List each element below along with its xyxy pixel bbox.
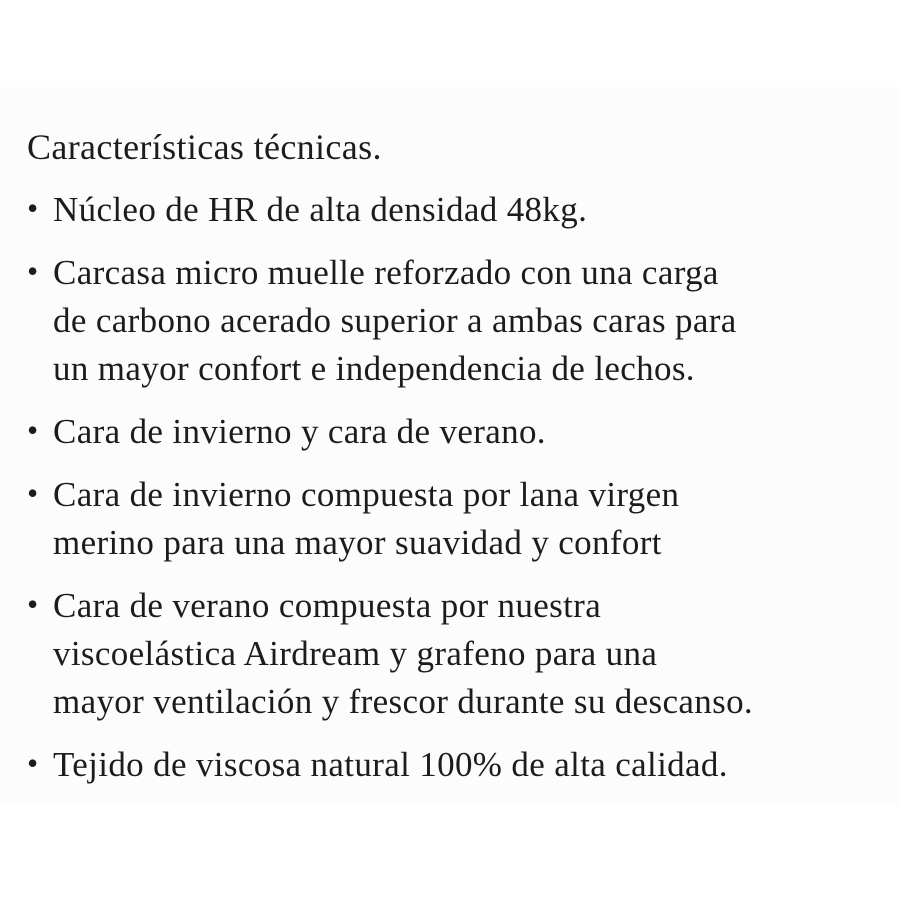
bullet-line: Carcasa micro muelle reforzado con una carga <box>53 253 719 292</box>
bullet-line: viscoelástica Airdream y grafeno para una <box>53 634 658 673</box>
bullet-line: Núcleo de HR de alta densidad 48kg. <box>53 190 588 229</box>
bullet-item <box>27 741 880 789</box>
bullet-line: Cara de invierno compuesta por lana virgen <box>53 475 680 514</box>
bullet-line: Cara de verano compuesta por nuestra <box>53 586 602 625</box>
feature-list <box>27 186 880 789</box>
bullet-marker-icon: • <box>27 253 39 289</box>
bullet-item <box>27 186 880 234</box>
bullet-item <box>27 249 880 393</box>
bullet-line: Tejido de viscosa natural 100% de alta calidad. <box>53 745 728 784</box>
bullet-marker-icon: • <box>27 586 39 622</box>
bullet-marker-icon: • <box>27 412 39 448</box>
bullet-line: de carbono acerado superior a ambas caras para <box>53 301 737 340</box>
bullet-line: Cara de invierno y cara de verano. <box>53 412 546 451</box>
page-title: Características técnicas. <box>27 127 382 167</box>
bullet-item <box>27 471 880 567</box>
bullet-marker-icon: • <box>27 475 39 511</box>
bullet-marker-icon: • <box>27 190 39 226</box>
bullet-marker-icon: • <box>27 745 39 781</box>
technical-specs-panel <box>0 87 900 805</box>
bullet-line: merino para una mayor suavidad y confort <box>53 523 662 562</box>
bullet-line: mayor ventilación y frescor durante su descanso. <box>53 682 754 721</box>
bullet-item <box>27 582 880 726</box>
bullet-item <box>27 408 880 456</box>
bullet-line: un mayor confort e independencia de lechos. <box>53 349 695 388</box>
